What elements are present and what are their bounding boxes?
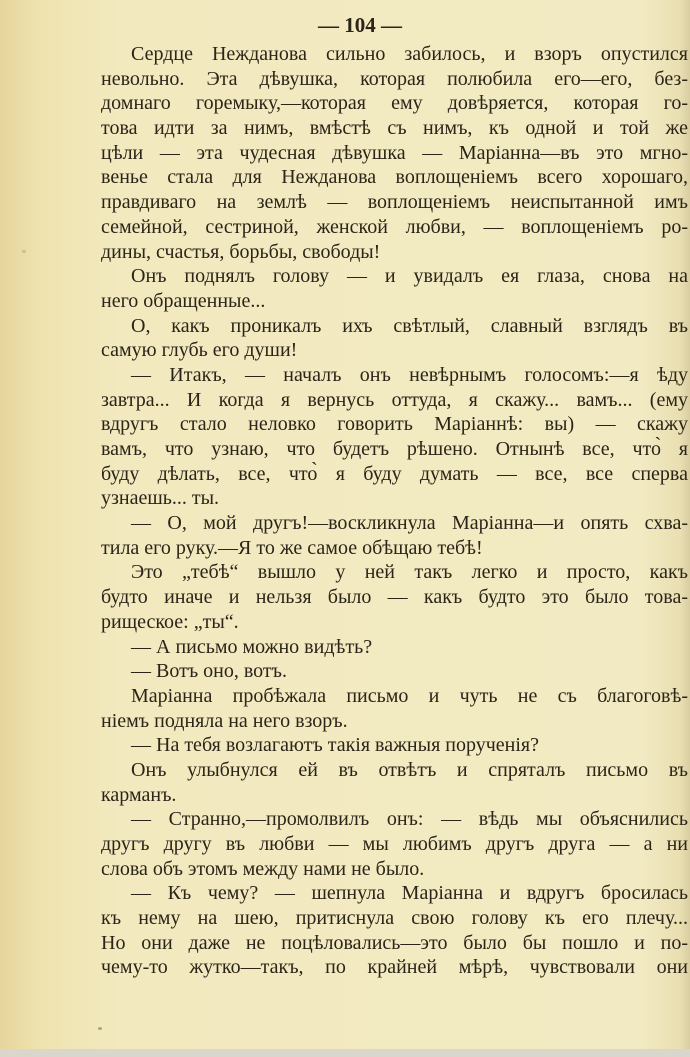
text-line: — А письмо можно видѣть?	[131, 635, 373, 658]
body-text	[101, 42, 688, 980]
text-line: О, какъ проникалъ ихъ свѣтлый, славный взглядъ въ	[131, 314, 688, 337]
text-line: домнаго горемыку,—которая ему довѣряется, которая го-	[101, 92, 688, 115]
text-line: невольно. Эта дѣвушка, которая полюбила его—его, без-	[101, 67, 688, 90]
text-line: венье стала для Нежданова воплощеніемъ всего хорошаго,	[101, 166, 688, 189]
text-line: — Итакъ, — началъ онъ невѣрнымъ голосомъ:—я ѣду	[131, 363, 688, 386]
text-line: рищеское: „ты“.	[101, 610, 239, 633]
text-line: слова объ этомъ между нами не было.	[101, 857, 425, 880]
text-line: Маріанна пробѣжала письмо и чуть не съ благоговѣ-	[131, 684, 688, 707]
text-line: цѣли — эта чудесная дѣвушка — Маріанна—въ это мгно-	[101, 141, 688, 164]
text-line: ніемъ подняла на него взоръ.	[101, 709, 348, 732]
text-line: буду дѣлать, все, что̀ я буду думать — все, все сперва	[101, 462, 688, 485]
text-line: него обращенные...	[101, 289, 266, 312]
text-line: завтра... И когда я вернусь оттуда, я скажу... вамъ... (ему	[101, 388, 688, 411]
text-line: Сердце Нежданова сильно забилось, и взоръ опустился	[131, 43, 688, 65]
paper-speck	[22, 250, 26, 253]
text-line: узнаешь... ты.	[101, 487, 220, 510]
text-line: — Странно,—промолвилъ онъ: — вѣдь мы объяснились	[131, 808, 688, 831]
text-line: Онъ улыбнулся ей въ отвѣтъ и спряталъ письмо въ	[131, 758, 688, 781]
text-line: дины, счастья, борьбы, свободы!	[101, 240, 381, 263]
scan-bottom-edge	[0, 1049, 690, 1057]
text-line: Это „тебѣ“ вышло у ней такъ легко и просто, какъ	[131, 561, 688, 584]
text-line: Но они даже не поцѣловались—это было бы пошло и по-	[101, 931, 688, 954]
paper-speck	[98, 1027, 102, 1030]
text-line: карманъ.	[101, 783, 177, 806]
text-line: това идти за нимъ, вмѣстѣ съ нимъ, къ одной и той же	[101, 117, 688, 140]
text-line: тила его руку.—Я то же самое обѣщаю тебѣ!	[101, 536, 483, 559]
page-number: — 104 —	[318, 13, 402, 37]
text-line: — Вотъ оно, вотъ.	[131, 660, 287, 683]
text-line: будто иначе и нельзя было — какъ будто это было това-	[101, 586, 688, 609]
text-line: правдиваго на землѣ — воплощеніемъ неиспытанной имъ	[101, 191, 688, 214]
text-line: — О, мой другъ!—воскликнула Маріанна—и опять схва-	[131, 512, 688, 535]
text-line: другъ другу въ любви — мы любимъ другъ друга — а ни	[101, 833, 688, 855]
text-line: чему-то жутко—такъ, по крайней мѣрѣ, чувствовали они	[101, 956, 688, 979]
text-line: къ нему на шею, притиснула свою голову къ его плечу...	[101, 907, 688, 930]
text-line: вдругъ стало неловко говорить Маріаннѣ: вы) — скажу	[101, 413, 688, 436]
text-line: семейной, сестриной, женской любви, — воплощеніемъ ро-	[101, 215, 688, 238]
text-line: Онъ поднялъ голову — и увидалъ ея глаза, снова на	[131, 265, 688, 288]
text-line: вамъ, что узнаю, что будетъ рѣшено. Отнынѣ все, что̀ я	[101, 438, 688, 460]
text-line: — Къ чему? — шепнула Маріанна и вдругъ бросилась	[131, 882, 688, 905]
text-line: самую глубь его души!	[101, 339, 298, 362]
text-line: — На тебя возлагаютъ такія важныя порученія?	[131, 734, 539, 757]
